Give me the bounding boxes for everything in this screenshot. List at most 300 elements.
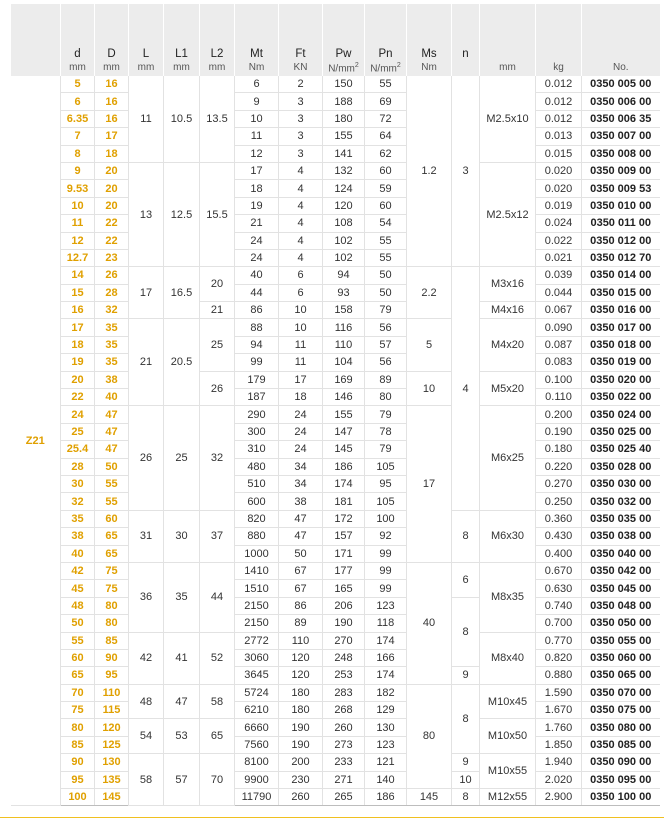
table-row xyxy=(11,197,660,214)
cell-L1: 57 xyxy=(164,754,200,806)
cell-Pw: 172 xyxy=(323,510,365,527)
cell-part-number: 0350 035 00 xyxy=(582,510,660,527)
cell-D: 80 xyxy=(95,615,129,632)
cell-D: 28 xyxy=(95,284,129,301)
table-row xyxy=(11,441,660,458)
table-row xyxy=(11,180,660,197)
cell-Pn: 60 xyxy=(365,162,407,179)
table-row xyxy=(11,754,660,771)
cell-Pw: 124 xyxy=(323,180,365,197)
unit-text: mm xyxy=(208,62,226,73)
table-row xyxy=(11,406,660,423)
cell-Pn: 69 xyxy=(365,93,407,110)
cell-Mt: 310 xyxy=(235,441,279,458)
cell-part-number: 0350 050 00 xyxy=(582,615,660,632)
cell-L2: 70 xyxy=(200,754,235,806)
table-row xyxy=(11,354,660,371)
cell-Mt: 6210 xyxy=(235,702,279,719)
cell-Pw: 104 xyxy=(323,354,365,371)
cell-part-number: 0350 032 00 xyxy=(582,493,660,510)
cell-D: 22 xyxy=(95,232,129,249)
table-row xyxy=(11,493,660,510)
cell-Pn: 50 xyxy=(365,267,407,284)
cell-Mt: 300 xyxy=(235,423,279,440)
table-row xyxy=(11,215,660,232)
table-row xyxy=(11,319,660,336)
cell-d: 25.4 xyxy=(61,441,95,458)
cell-part-number: 0350 060 00 xyxy=(582,649,660,666)
table-row xyxy=(11,423,660,440)
cell-Ft: 4 xyxy=(279,197,323,214)
cell-Ft: 190 xyxy=(279,719,323,736)
cell-Pn: 57 xyxy=(365,336,407,353)
cell-part-number: 0350 010 00 xyxy=(582,197,660,214)
cell-Pw: 94 xyxy=(323,267,365,284)
cell-part-number: 0350 020 00 xyxy=(582,371,660,388)
table-row xyxy=(11,719,660,736)
cell-Pw: 116 xyxy=(323,319,365,336)
cell-D: 18 xyxy=(95,145,129,162)
cell-part-number: 0350 040 00 xyxy=(582,545,660,562)
cell-Pn: 182 xyxy=(365,684,407,701)
cell-n: 6 xyxy=(452,562,480,597)
cell-Pw: 132 xyxy=(323,162,365,179)
column-header: Pn xyxy=(365,4,407,62)
cell-L1: 30 xyxy=(164,510,200,562)
cell-mm: M10x55 xyxy=(480,754,536,789)
cell-Pw: 188 xyxy=(323,93,365,110)
cell-kg: 0.700 xyxy=(536,615,582,632)
unit-text: mm xyxy=(137,62,155,73)
cell-Ft: 110 xyxy=(279,632,323,649)
cell-d: 90 xyxy=(61,754,95,771)
cell-part-number: 0350 019 00 xyxy=(582,354,660,371)
cell-kg: 0.013 xyxy=(536,128,582,145)
cell-d: 11 xyxy=(61,215,95,232)
cell-Pn: 89 xyxy=(365,371,407,388)
cell-n: 9 xyxy=(452,667,480,684)
cell-D: 40 xyxy=(95,389,129,406)
cell-d: 40 xyxy=(61,545,95,562)
cell-Ms: 5 xyxy=(407,319,452,371)
cell-kg: 0.400 xyxy=(536,545,582,562)
table-row xyxy=(11,302,660,319)
cell-kg: 0.740 xyxy=(536,597,582,614)
cell-Ft: 89 xyxy=(279,615,323,632)
cell-D: 23 xyxy=(95,249,129,266)
cell-Pn: 79 xyxy=(365,406,407,423)
cell-part-number: 0350 025 00 xyxy=(582,423,660,440)
table-row xyxy=(11,267,660,284)
cell-L2: 15.5 xyxy=(200,162,235,266)
cell-d: 85 xyxy=(61,736,95,753)
cell-Ms: 80 xyxy=(407,684,452,788)
column-unit xyxy=(200,62,235,76)
cell-d: 28 xyxy=(61,458,95,475)
cell-kg: 0.100 xyxy=(536,371,582,388)
cell-Mt: 10 xyxy=(235,110,279,127)
cell-Ft: 24 xyxy=(279,423,323,440)
cell-Ms: 17 xyxy=(407,406,452,563)
cell-Mt: 9900 xyxy=(235,771,279,788)
cell-n: 4 xyxy=(452,267,480,510)
cell-kg: 0.110 xyxy=(536,389,582,406)
cell-kg: 0.015 xyxy=(536,145,582,162)
cell-Ft: 3 xyxy=(279,128,323,145)
cell-Mt: 2150 xyxy=(235,615,279,632)
cell-Pn: 55 xyxy=(365,232,407,249)
cell-part-number: 0350 028 00 xyxy=(582,458,660,475)
cell-L: 36 xyxy=(129,562,164,632)
cell-D: 38 xyxy=(95,371,129,388)
table-row xyxy=(11,284,660,301)
cell-d: 35 xyxy=(61,510,95,527)
cell-kg: 0.039 xyxy=(536,267,582,284)
cell-mm: M3x16 xyxy=(480,267,536,302)
cell-Ft: 6 xyxy=(279,267,323,284)
cell-Pn: 105 xyxy=(365,458,407,475)
cell-mm: M8x35 xyxy=(480,562,536,632)
cell-Pn: 64 xyxy=(365,128,407,145)
cell-Ft: 180 xyxy=(279,684,323,701)
cell-d: 60 xyxy=(61,649,95,666)
cell-D: 145 xyxy=(95,789,129,806)
column-unit xyxy=(129,62,164,76)
table-row xyxy=(11,249,660,266)
cell-Mt: 94 xyxy=(235,336,279,353)
cell-d: 70 xyxy=(61,684,95,701)
cell-Pw: 102 xyxy=(323,232,365,249)
column-unit xyxy=(452,62,480,76)
cell-Pn: 130 xyxy=(365,719,407,736)
unit-text: N/mm xyxy=(370,63,397,75)
cell-Mt: 24 xyxy=(235,232,279,249)
cell-Mt: 2772 xyxy=(235,632,279,649)
cell-Ft: 4 xyxy=(279,232,323,249)
cell-d: 24 xyxy=(61,406,95,423)
cell-d: 42 xyxy=(61,562,95,579)
table-row xyxy=(11,475,660,492)
cell-Ft: 67 xyxy=(279,580,323,597)
cell-D: 130 xyxy=(95,754,129,771)
unit-text: mm xyxy=(103,62,120,73)
cell-mm: M5x20 xyxy=(480,371,536,406)
cell-kg: 0.630 xyxy=(536,580,582,597)
cell-Mt: 187 xyxy=(235,389,279,406)
cell-D: 65 xyxy=(95,528,129,545)
cell-L1: 12.5 xyxy=(164,162,200,266)
cell-d: 55 xyxy=(61,632,95,649)
table-row xyxy=(11,702,660,719)
cell-Pw: 158 xyxy=(323,302,365,319)
cell-L: 17 xyxy=(129,267,164,319)
table-row xyxy=(11,632,660,649)
column-unit xyxy=(279,62,323,76)
spec-table xyxy=(10,4,660,806)
cell-Ft: 120 xyxy=(279,649,323,666)
cell-D: 110 xyxy=(95,684,129,701)
cell-part-number: 0350 095 00 xyxy=(582,771,660,788)
cell-d: 5 xyxy=(61,76,95,93)
cell-D: 125 xyxy=(95,736,129,753)
cell-Mt: 19 xyxy=(235,197,279,214)
cell-D: 47 xyxy=(95,406,129,423)
cell-n: 8 xyxy=(452,510,480,562)
cell-Ft: 3 xyxy=(279,145,323,162)
cell-d: 9.53 xyxy=(61,180,95,197)
cell-D: 47 xyxy=(95,441,129,458)
cell-kg: 0.024 xyxy=(536,215,582,232)
cell-Mt: 40 xyxy=(235,267,279,284)
column-header: D xyxy=(95,4,129,62)
cell-Ft: 34 xyxy=(279,458,323,475)
cell-Ft: 120 xyxy=(279,667,323,684)
cell-Pw: 248 xyxy=(323,649,365,666)
cell-kg: 1.760 xyxy=(536,719,582,736)
cell-L2: 65 xyxy=(200,719,235,754)
cell-part-number: 0350 006 35 xyxy=(582,110,660,127)
cell-D: 95 xyxy=(95,667,129,684)
cell-kg: 0.200 xyxy=(536,406,582,423)
cell-L2: 58 xyxy=(200,684,235,719)
table-row xyxy=(11,458,660,475)
cell-Mt: 8100 xyxy=(235,754,279,771)
unit-text: mm xyxy=(69,62,86,73)
cell-Mt: 21 xyxy=(235,215,279,232)
cell-Mt: 480 xyxy=(235,458,279,475)
cell-part-number: 0350 016 00 xyxy=(582,302,660,319)
column-unit xyxy=(480,62,536,76)
cell-D: 20 xyxy=(95,180,129,197)
cell-Pn: 79 xyxy=(365,441,407,458)
cell-n: 8 xyxy=(452,684,480,754)
cell-D: 35 xyxy=(95,319,129,336)
cell-Pw: 270 xyxy=(323,632,365,649)
cell-part-number: 0350 042 00 xyxy=(582,562,660,579)
table-row xyxy=(11,93,660,110)
cell-kg: 0.087 xyxy=(536,336,582,353)
cell-Pw: 177 xyxy=(323,562,365,579)
model-cell: Z21 xyxy=(11,76,61,806)
cell-Mt: 11790 xyxy=(235,789,279,806)
cell-kg: 0.220 xyxy=(536,458,582,475)
cell-Pn: 55 xyxy=(365,249,407,266)
cell-kg: 2.900 xyxy=(536,789,582,806)
cell-D: 55 xyxy=(95,493,129,510)
column-unit xyxy=(365,62,407,76)
header-model-blank xyxy=(11,4,61,62)
cell-Pw: 141 xyxy=(323,145,365,162)
cell-Ft: 3 xyxy=(279,93,323,110)
cell-d: 95 xyxy=(61,771,95,788)
cell-Mt: 600 xyxy=(235,493,279,510)
cell-D: 65 xyxy=(95,545,129,562)
table-row xyxy=(11,545,660,562)
cell-mm: M10x50 xyxy=(480,719,536,754)
cell-d: 45 xyxy=(61,580,95,597)
cell-L1: 47 xyxy=(164,684,200,719)
spec-table-container xyxy=(10,4,659,806)
cell-kg: 0.021 xyxy=(536,249,582,266)
cell-Pw: 174 xyxy=(323,475,365,492)
cell-part-number: 0350 085 00 xyxy=(582,736,660,753)
table-row xyxy=(11,684,660,701)
table-row xyxy=(11,528,660,545)
cell-Pw: 186 xyxy=(323,458,365,475)
cell-d: 30 xyxy=(61,475,95,492)
cell-part-number: 0350 011 00 xyxy=(582,215,660,232)
table-row xyxy=(11,371,660,388)
cell-D: 32 xyxy=(95,302,129,319)
column-unit xyxy=(95,62,129,76)
cell-Ft: 47 xyxy=(279,510,323,527)
table-row xyxy=(11,162,660,179)
cell-Mt: 820 xyxy=(235,510,279,527)
cell-kg: 0.022 xyxy=(536,232,582,249)
column-unit xyxy=(582,62,660,76)
cell-Mt: 3060 xyxy=(235,649,279,666)
cell-Pw: 268 xyxy=(323,702,365,719)
column-unit xyxy=(536,62,582,76)
cell-Ft: 11 xyxy=(279,354,323,371)
cell-Pw: 102 xyxy=(323,249,365,266)
column-header: d xyxy=(61,4,95,62)
cell-Ms: 2.2 xyxy=(407,267,452,319)
cell-n: 9 xyxy=(452,754,480,771)
cell-Ft: 67 xyxy=(279,562,323,579)
unit-text: No. xyxy=(612,62,629,73)
column-unit xyxy=(407,62,452,76)
table-row xyxy=(11,771,660,788)
cell-mm: M4x16 xyxy=(480,302,536,319)
cell-L1: 35 xyxy=(164,562,200,632)
cell-part-number: 0350 009 53 xyxy=(582,180,660,197)
cell-Ft: 200 xyxy=(279,754,323,771)
cell-Pn: 99 xyxy=(365,562,407,579)
table-row xyxy=(11,389,660,406)
cell-n: 3 xyxy=(452,76,480,267)
cell-L: 21 xyxy=(129,319,164,406)
cell-Pn: 78 xyxy=(365,423,407,440)
cell-L1: 53 xyxy=(164,719,200,754)
cell-part-number: 0350 007 00 xyxy=(582,128,660,145)
unit-text: mm xyxy=(173,62,190,73)
cell-kg: 1.670 xyxy=(536,702,582,719)
cell-kg: 0.020 xyxy=(536,180,582,197)
cell-kg: 0.090 xyxy=(536,319,582,336)
table-row xyxy=(11,336,660,353)
table-row xyxy=(11,562,660,579)
cell-Pw: 233 xyxy=(323,754,365,771)
cell-Pw: 180 xyxy=(323,110,365,127)
cell-L: 54 xyxy=(129,719,164,754)
cell-Pw: 181 xyxy=(323,493,365,510)
cell-kg: 0.270 xyxy=(536,475,582,492)
cell-D: 60 xyxy=(95,510,129,527)
cell-part-number: 0350 017 00 xyxy=(582,319,660,336)
cell-Ft: 230 xyxy=(279,771,323,788)
cell-Ft: 3 xyxy=(279,110,323,127)
cell-d: 20 xyxy=(61,371,95,388)
cell-Mt: 2150 xyxy=(235,597,279,614)
cell-Ms: 10 xyxy=(407,371,452,406)
cell-Pw: 273 xyxy=(323,736,365,753)
cell-L1: 20.5 xyxy=(164,319,200,406)
cell-Pw: 171 xyxy=(323,545,365,562)
cell-Pn: 99 xyxy=(365,545,407,562)
cell-d: 32 xyxy=(61,493,95,510)
table-row xyxy=(11,615,660,632)
cell-L: 42 xyxy=(129,632,164,684)
cell-Mt: 1410 xyxy=(235,562,279,579)
cell-Pn: 50 xyxy=(365,284,407,301)
unit-superscript: 2 xyxy=(396,62,401,69)
cell-Ft: 34 xyxy=(279,475,323,492)
cell-part-number: 0350 022 00 xyxy=(582,389,660,406)
header-model-blank-unit xyxy=(11,62,61,76)
cell-Ft: 10 xyxy=(279,302,323,319)
table-row xyxy=(11,649,660,666)
cell-Mt: 18 xyxy=(235,180,279,197)
cell-L2: 26 xyxy=(200,371,235,406)
cell-D: 135 xyxy=(95,771,129,788)
cell-Mt: 99 xyxy=(235,354,279,371)
cell-kg: 0.180 xyxy=(536,441,582,458)
cell-L: 11 xyxy=(129,76,164,162)
cell-d: 12 xyxy=(61,232,95,249)
cell-d: 16 xyxy=(61,302,95,319)
unit-text: KN xyxy=(293,62,308,73)
cell-D: 35 xyxy=(95,354,129,371)
cell-D: 75 xyxy=(95,580,129,597)
cell-d: 18 xyxy=(61,336,95,353)
cell-D: 75 xyxy=(95,562,129,579)
cell-kg: 0.044 xyxy=(536,284,582,301)
cell-d: 38 xyxy=(61,528,95,545)
cell-part-number: 0350 090 00 xyxy=(582,754,660,771)
cell-mm: M12x55 xyxy=(480,789,536,806)
table-row xyxy=(11,510,660,527)
cell-kg: 1.940 xyxy=(536,754,582,771)
column-unit xyxy=(323,62,365,76)
cell-d: 80 xyxy=(61,719,95,736)
cell-Pw: 283 xyxy=(323,684,365,701)
table-row xyxy=(11,580,660,597)
cell-L2: 32 xyxy=(200,406,235,510)
cell-Ft: 180 xyxy=(279,702,323,719)
cell-kg: 0.820 xyxy=(536,649,582,666)
cell-D: 50 xyxy=(95,458,129,475)
table-row xyxy=(11,232,660,249)
cell-D: 20 xyxy=(95,162,129,179)
cell-d: 12.7 xyxy=(61,249,95,266)
cell-Mt: 1000 xyxy=(235,545,279,562)
cell-Ft: 17 xyxy=(279,371,323,388)
cell-Ms: 1.2 xyxy=(407,76,452,267)
cell-d: 48 xyxy=(61,597,95,614)
table-row xyxy=(11,789,660,806)
cell-d: 22 xyxy=(61,389,95,406)
cell-Ft: 47 xyxy=(279,528,323,545)
cell-mm: M10x45 xyxy=(480,684,536,719)
cell-part-number: 0350 045 00 xyxy=(582,580,660,597)
cell-D: 20 xyxy=(95,197,129,214)
cell-kg: 0.012 xyxy=(536,76,582,93)
cell-Ft: 190 xyxy=(279,736,323,753)
column-header: Ft xyxy=(279,4,323,62)
cell-Pn: 105 xyxy=(365,493,407,510)
cell-D: 90 xyxy=(95,649,129,666)
